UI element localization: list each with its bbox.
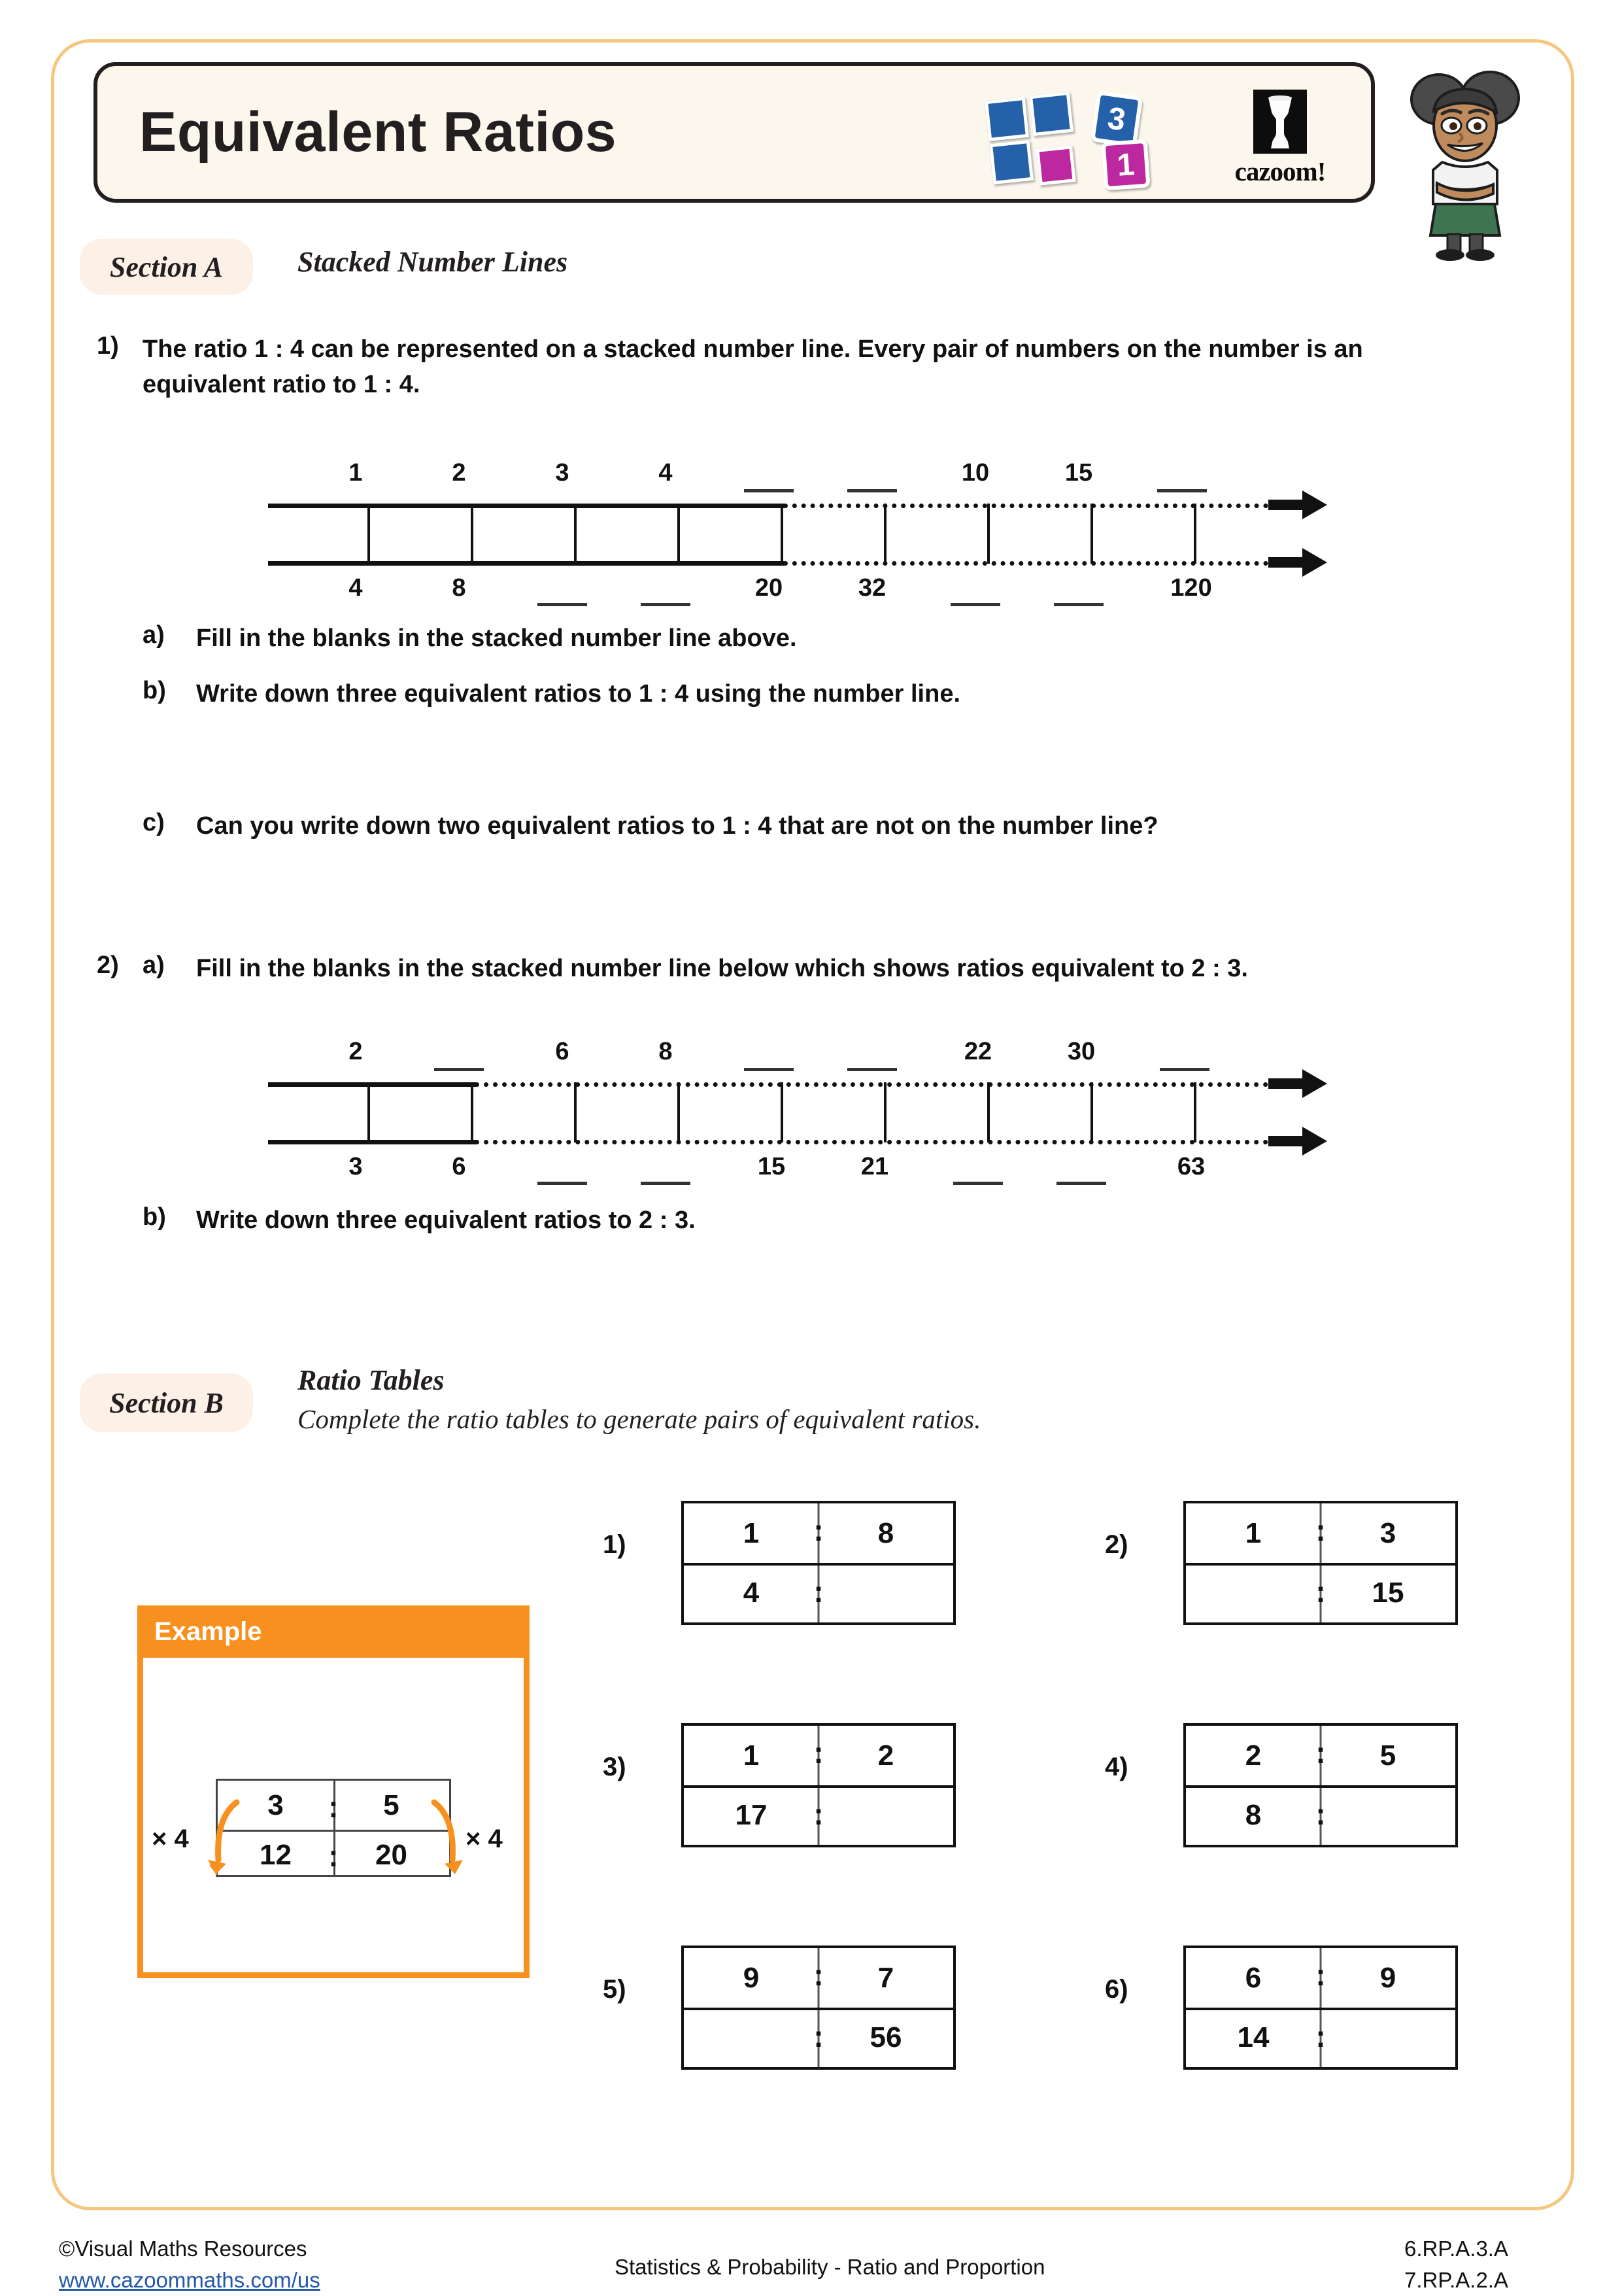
rt2-cell-bottom-left[interactable] xyxy=(1186,1563,1321,1622)
logo-tile-1: 1 xyxy=(1102,139,1151,191)
section-b-heading: Ratio Tables xyxy=(297,1364,445,1396)
nl2-bottom-label-2: 6 xyxy=(452,1153,466,1180)
rt2-colon-bottom: : xyxy=(1315,1575,1326,1609)
question-2a-letter: a) xyxy=(143,951,165,979)
rt4-cell-top-left[interactable]: 2 xyxy=(1245,1739,1262,1772)
nl2-bottom-rail-dotted xyxy=(475,1140,1268,1144)
nl2-top-blank-6[interactable] xyxy=(847,1068,897,1071)
example-colon-top: : xyxy=(328,1790,339,1824)
rt2-cell-top-left[interactable]: 1 xyxy=(1245,1516,1262,1549)
nl1-top-label-1: 1 xyxy=(348,459,363,487)
question-1b-text: Write down three equivalent ratios to 1 : 4 using the number line. xyxy=(196,680,961,708)
nl2-top-label-3: 6 xyxy=(555,1038,569,1065)
nl1-bottom-blank-4[interactable] xyxy=(641,603,690,606)
nl1-top-label-3: 3 xyxy=(555,459,569,487)
example-arrow-left-icon xyxy=(207,1797,246,1879)
ratio-table-5[interactable] xyxy=(681,1945,956,2070)
rt5-cell-top-right[interactable]: 7 xyxy=(877,1961,894,1994)
rt1-cell-top-left[interactable]: 1 xyxy=(743,1516,760,1549)
ratio-table-2[interactable] xyxy=(1183,1501,1458,1625)
nl1-bottom-label-1: 4 xyxy=(348,574,363,602)
question-1-text: The ratio 1 : 4 can be represented on a stacked number line. Every pair of numbers on the number is an equivalent ratio to 1 : 4. xyxy=(143,335,1363,398)
nl2-bottom-label-9: 63 xyxy=(1177,1153,1206,1180)
nl2-top-label-8: 30 xyxy=(1067,1038,1096,1065)
nl1-bottom-blank-7[interactable] xyxy=(951,603,1000,606)
rt1-colon-top: : xyxy=(813,1513,824,1547)
logo-tile-3: 3 xyxy=(1090,91,1143,148)
nl2-bottom-blank-8[interactable] xyxy=(1056,1182,1106,1185)
ratio-table-5-number: 5) xyxy=(603,1975,626,2004)
rt4-colon-top: : xyxy=(1315,1736,1326,1770)
rt3-cell-bottom-left[interactable]: 17 xyxy=(735,1798,768,1831)
title-bar xyxy=(93,62,1375,203)
ratio-table-4[interactable] xyxy=(1183,1723,1458,1847)
nl1-bottom-label-5: 20 xyxy=(754,574,783,602)
logo-square-blue-3 xyxy=(989,140,1034,184)
example-cell-top-left: 3 xyxy=(267,1789,284,1821)
nl2-bottom-blank-3[interactable] xyxy=(537,1182,587,1185)
student-mascot-illustration xyxy=(1403,65,1527,262)
nl1-bottom-label-2: 8 xyxy=(452,574,466,602)
nl2-top-blank-5[interactable] xyxy=(744,1068,794,1071)
nl1-tick-7 xyxy=(987,504,990,564)
nl2-bottom-arrow-icon xyxy=(1268,1125,1328,1160)
question-1a-letter: a) xyxy=(143,621,165,649)
rt6-cell-top-left[interactable]: 6 xyxy=(1245,1961,1262,1994)
nl2-tick-2 xyxy=(471,1082,473,1142)
question-2b-letter: b) xyxy=(143,1203,166,1231)
rt6-colon-top: : xyxy=(1315,1958,1326,1992)
footer-standard-code-2: 7.RP.A.2.A xyxy=(1404,2267,1508,2292)
question-1b-letter: b) xyxy=(143,677,166,704)
nl1-top-label-2: 2 xyxy=(452,459,466,487)
nl2-top-blank-9[interactable] xyxy=(1160,1068,1209,1071)
nl1-tick-4 xyxy=(677,504,680,564)
nl2-tick-8 xyxy=(1090,1082,1093,1142)
nl2-top-rail-solid xyxy=(268,1082,476,1087)
footer-copyright: ©Visual Maths Resources xyxy=(59,2236,307,2261)
footer-left xyxy=(59,2233,320,2296)
page-title: Equivalent Ratios xyxy=(139,101,617,163)
ratio-table-4-number: 4) xyxy=(1105,1753,1128,1781)
nl1-top-arrow-icon xyxy=(1268,489,1328,524)
nl1-bottom-label-9: 120 xyxy=(1170,574,1212,602)
nl2-tick-6 xyxy=(884,1082,887,1142)
nl1-tick-5 xyxy=(781,504,783,564)
logo-square-magenta xyxy=(1036,145,1076,186)
rt6-cell-top-right[interactable]: 9 xyxy=(1379,1961,1396,1994)
section-a-pill: Section A xyxy=(80,239,253,295)
nl1-top-label-8: 15 xyxy=(1064,459,1093,487)
nl2-top-rail-dotted xyxy=(475,1082,1268,1087)
nl2-tick-9 xyxy=(1194,1082,1196,1142)
nl1-top-blank-9[interactable] xyxy=(1157,489,1207,492)
ratio-table-6-number: 6) xyxy=(1105,1975,1128,2004)
stacked-number-line-2 xyxy=(268,1010,1347,1180)
rt5-colon-top: : xyxy=(813,1958,824,1992)
ratio-table-6[interactable] xyxy=(1183,1945,1458,2070)
nl2-bottom-label-6: 21 xyxy=(860,1153,889,1180)
nl2-bottom-label-5: 15 xyxy=(757,1153,786,1180)
ratio-table-3-number: 3) xyxy=(603,1753,626,1781)
example-right-operation: × 4 xyxy=(465,1825,503,1853)
rt1-cell-top-right[interactable]: 8 xyxy=(877,1516,894,1549)
rt3-cell-top-left[interactable]: 1 xyxy=(743,1739,760,1772)
nl2-bottom-rail-solid xyxy=(268,1140,476,1144)
rt1-cell-bottom-left[interactable]: 4 xyxy=(743,1576,760,1609)
nl2-top-label-7: 22 xyxy=(964,1038,992,1065)
nl2-tick-4 xyxy=(677,1082,680,1142)
rt4-colon-bottom: : xyxy=(1315,1797,1326,1831)
nl2-top-label-4: 8 xyxy=(658,1038,673,1065)
footer-standards xyxy=(1404,2233,1508,2296)
rt3-colon-bottom: : xyxy=(813,1797,824,1831)
nl2-bottom-blank-4[interactable] xyxy=(641,1182,690,1185)
rt1-colon-bottom: : xyxy=(813,1575,824,1609)
cazoom-text: cazoom! xyxy=(1234,156,1326,186)
nl2-tick-3 xyxy=(574,1082,577,1142)
logo-square-blue-1 xyxy=(985,97,1029,141)
rt4-cell-bottom-right[interactable] xyxy=(1321,1785,1455,1845)
rt4-cell-bottom-left[interactable]: 8 xyxy=(1245,1798,1262,1831)
cazoom-logo xyxy=(981,84,1334,189)
nl2-top-arrow-icon xyxy=(1268,1068,1328,1103)
rt2-colon-top: : xyxy=(1315,1513,1326,1547)
rt6-cell-bottom-left[interactable]: 14 xyxy=(1237,2021,1270,2053)
example-header xyxy=(137,1605,530,1658)
nl1-tick-1 xyxy=(367,504,370,564)
rt6-colon-bottom: : xyxy=(1315,2019,1326,2053)
question-2a-text: Fill in the blanks in the stacked number line below which shows ratios equivalent to 2 : 3. xyxy=(196,955,1248,982)
question-1a-text: Fill in the blanks in the stacked number line above. xyxy=(196,625,797,652)
nl2-tick-7 xyxy=(987,1082,990,1142)
cazoom-wordmark xyxy=(1231,90,1329,187)
footer-website-link[interactable]: www.cazoommaths.com/us xyxy=(59,2267,320,2292)
rt1-cell-bottom-right[interactable] xyxy=(819,1563,953,1622)
nl1-tick-3 xyxy=(574,504,577,564)
nl1-top-blank-6[interactable] xyxy=(847,489,897,492)
ratio-table-2-number: 2) xyxy=(1105,1530,1128,1559)
cazoom-drum-icon xyxy=(1253,90,1307,154)
rt2-cell-top-right[interactable]: 3 xyxy=(1379,1516,1396,1549)
example-ratio-table xyxy=(216,1779,451,1877)
nl1-top-label-7: 10 xyxy=(961,459,990,487)
nl1-tick-2 xyxy=(471,504,473,564)
section-a-heading: Stacked Number Lines xyxy=(297,246,568,278)
example-left-operation: × 4 xyxy=(152,1825,189,1853)
nl2-tick-5 xyxy=(781,1082,783,1142)
nl2-bottom-blank-7[interactable] xyxy=(953,1182,1003,1185)
rt3-colon-top: : xyxy=(813,1736,824,1770)
rt3-cell-bottom-right[interactable] xyxy=(819,1785,953,1845)
section-b-subheading: Complete the ratio tables to generate pairs of equivalent ratios. xyxy=(297,1404,981,1434)
rt2-cell-bottom-right[interactable]: 15 xyxy=(1372,1576,1404,1609)
question-1c-text: Can you write down two equivalent ratios to 1 : 4 that are not on the number line? xyxy=(196,812,1158,840)
nl1-bottom-rail-solid xyxy=(268,561,785,566)
rt6-cell-bottom-right[interactable] xyxy=(1321,2008,1455,2067)
example-colon-bottom: : xyxy=(328,1839,339,1873)
nl1-bottom-blank-8[interactable] xyxy=(1054,603,1104,606)
question-2b-text: Write down three equivalent ratios to 2 : 3. xyxy=(196,1207,696,1234)
nl1-top-blank-5[interactable] xyxy=(744,489,794,492)
question-1-number: 1) xyxy=(97,332,119,360)
nl2-top-label-1: 2 xyxy=(348,1038,363,1065)
nl1-tick-9 xyxy=(1194,504,1196,564)
ratio-table-3[interactable] xyxy=(681,1723,956,1847)
rt4-cell-top-right[interactable]: 5 xyxy=(1379,1739,1396,1772)
example-arrow-right-icon xyxy=(425,1797,464,1879)
footer-topic: Statistics & Probability - Ratio and Proportion xyxy=(615,2255,1045,2279)
nl1-bottom-blank-3[interactable] xyxy=(537,603,587,606)
rt5-cell-bottom-left[interactable] xyxy=(684,2008,819,2067)
nl1-tick-8 xyxy=(1090,504,1093,564)
example-cell-bottom-left: 12 xyxy=(260,1839,292,1871)
example-cell-bottom-right: 20 xyxy=(375,1839,407,1871)
rt3-cell-top-right[interactable]: 2 xyxy=(877,1739,894,1772)
nl1-top-rail-solid xyxy=(268,504,785,508)
nl1-top-label-4: 4 xyxy=(658,459,673,487)
nl1-tick-6 xyxy=(884,504,887,564)
nl1-bottom-arrow-icon xyxy=(1268,547,1328,581)
question-2-number: 2) xyxy=(97,951,119,979)
rt5-colon-bottom: : xyxy=(813,2019,824,2053)
logo-square-blue-2 xyxy=(1029,92,1073,136)
nl2-bottom-label-1: 3 xyxy=(348,1153,363,1180)
example-label: Example xyxy=(154,1617,262,1646)
ratio-table-1[interactable] xyxy=(681,1501,956,1625)
rt5-cell-bottom-right[interactable]: 56 xyxy=(870,2021,902,2053)
nl2-top-blank-2[interactable] xyxy=(434,1068,484,1071)
stacked-number-line-1 xyxy=(268,432,1347,602)
footer-standard-code-1: 6.RP.A.3.A xyxy=(1404,2236,1508,2261)
section-b-pill: Section B xyxy=(80,1373,253,1432)
example-cell-top-right: 5 xyxy=(383,1789,399,1821)
rt5-cell-top-left[interactable]: 9 xyxy=(743,1961,760,1994)
nl2-tick-1 xyxy=(367,1082,370,1142)
ratio-table-1-number: 1) xyxy=(603,1530,626,1559)
nl1-bottom-label-6: 32 xyxy=(858,574,887,602)
question-1c-letter: c) xyxy=(143,809,165,836)
